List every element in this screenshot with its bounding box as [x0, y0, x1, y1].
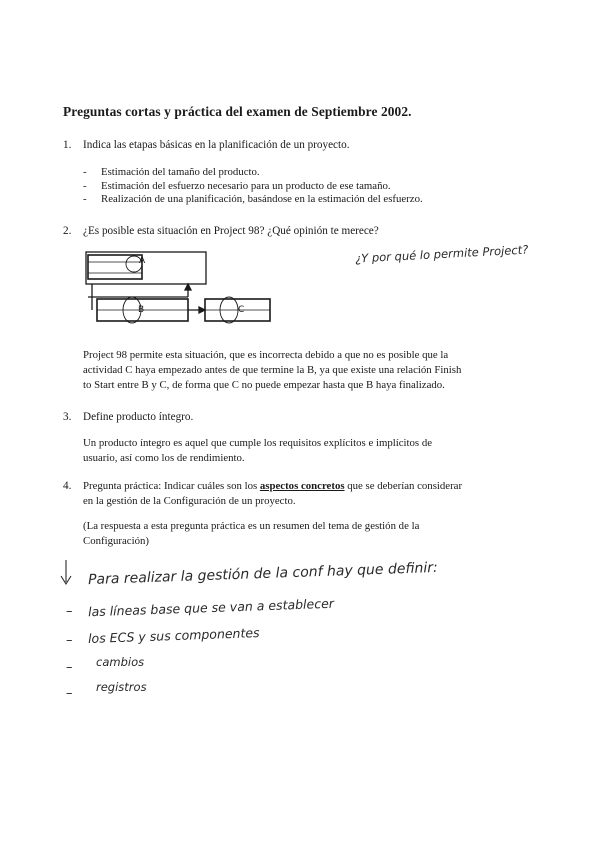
handwritten-intro: Para realizar la gestión de la conf hay que definir: — [87, 559, 439, 589]
task-a-bar — [88, 255, 142, 279]
q4-text-part: Pregunta práctica: Indicar cuáles son los — [83, 480, 260, 492]
answer-line: Project 98 permite esta situación, que es incorrecta debido a que no es posible que la — [83, 349, 449, 361]
q4-text-line1 — [83, 480, 462, 492]
list-item: - Estimación del tamaño del producto. — [83, 166, 260, 178]
q4-note — [83, 519, 531, 549]
handwritten-dash: – — [66, 604, 73, 619]
q4-number: 4. — [63, 480, 72, 492]
q1-number: 1. — [63, 139, 72, 151]
q3-number: 3. — [63, 411, 72, 423]
handwritten-item: los ECS y sus componentes — [87, 625, 260, 646]
q4-text-line2: en la gestión de la Configuración de un proyecto. — [83, 495, 296, 507]
task-c-label: C — [238, 305, 245, 315]
q1-text: Indica las etapas básicas en la planificación de un proyecto. — [83, 139, 350, 151]
answer-line: actividad C haya empezado antes de que termine la B, ya que existe una relación Finish — [83, 364, 462, 377]
note-line: (La respuesta a esta pregunta práctica es un resumen del tema de gestión de la — [83, 520, 420, 532]
list-item: - Estimación del esfuerzo necesario para un producto de ese tamaño. — [83, 179, 391, 192]
note-line: Configuración) — [83, 535, 149, 548]
answer-line: usuario, así como los de rendimiento. — [83, 452, 245, 465]
list-item-text: Estimación del tamaño del producto. — [101, 166, 260, 178]
q4-emphasis: aspectos concretos — [259, 480, 345, 492]
q3-answer — [83, 436, 531, 466]
handwritten-item: cambios — [96, 655, 145, 669]
q3-text: Define producto íntegro. — [83, 411, 194, 423]
q2-answer — [83, 348, 531, 394]
answer-line: Un producto íntegro es aquel que cumple los requisitos explícitos e implícitos de — [83, 437, 433, 449]
page-title: Preguntas cortas y práctica del examen de Septiembre 2002. — [63, 104, 412, 119]
q2-number: 2. — [63, 225, 72, 237]
q2-text: ¿Es posible esta situación en Project 98? ¿Qué opinión te merece? — [83, 225, 379, 237]
handwritten-note: ¿Y por qué lo permite Project? — [354, 242, 529, 266]
list-item-text: Realización de una planificación, basándose en la estimación del esfuerzo. — [101, 193, 423, 205]
q4-text-part: que se deberían considerar — [344, 480, 463, 492]
list-item-text: Estimación del esfuerzo necesario para un producto de ese tamaño. — [101, 179, 391, 192]
handwritten-item: registros — [96, 680, 147, 694]
task-a-label: A — [139, 256, 146, 266]
handwritten-dash: – — [66, 686, 73, 701]
handwritten-item: las líneas base que se van a establecer — [87, 595, 335, 620]
list-item: - Realización de una planificación, basándose en la estimación del esfuerzo. — [83, 193, 423, 205]
handwritten-dash: – — [66, 633, 73, 648]
handwritten-dash: – — [66, 660, 73, 675]
task-b-label: B — [138, 305, 145, 315]
answer-line: to Start entre B y C, de forma que C no puede empezar hasta que B haya finalizado. — [83, 379, 445, 392]
